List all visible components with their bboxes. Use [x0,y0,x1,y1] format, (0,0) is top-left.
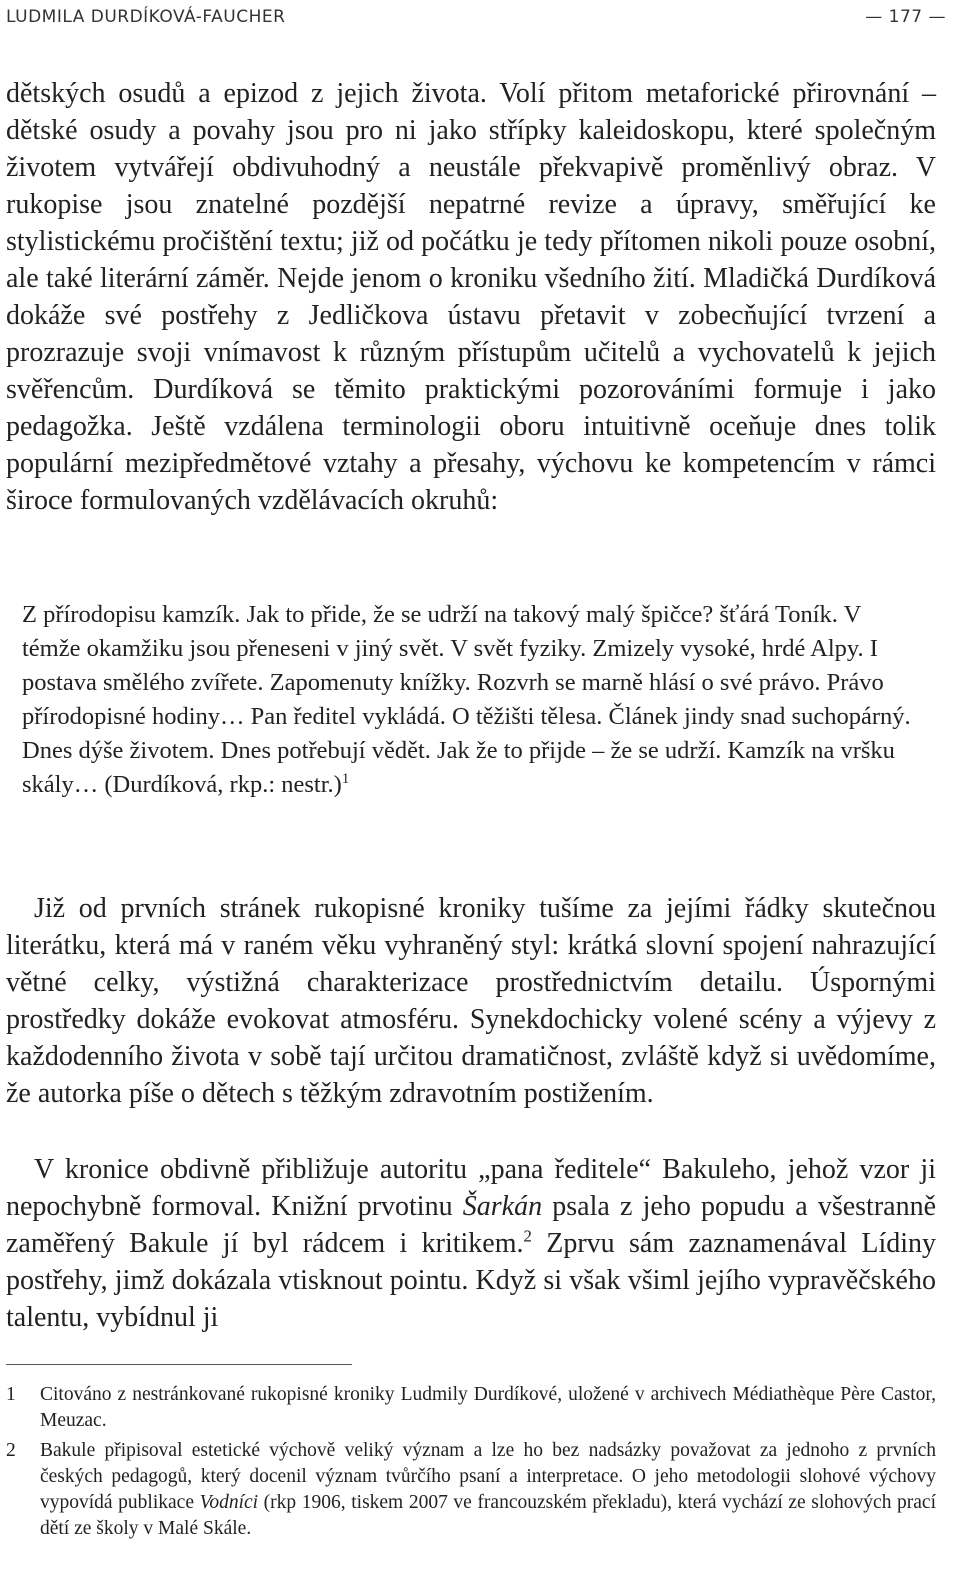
footnote-text [40,1438,936,1542]
paragraph-3-part-2: psala z jeho popudu a všestranně zaměřený Bakule jí byl rádcem i kritikem. [6,1191,936,1259]
paragraph-3-part-3: Zprvu sám zaznamenával Lídiny postřehy, jimž dokázala vtisknout pointu. Když si však všiml jejího vypravěčského talentu, vybídnul ji [6,1228,936,1333]
footnotes [6,1382,936,1546]
paragraph-3 [6,1151,936,1336]
paragraph-2: Již od prvních stránek rukopisné kroniky tušíme za jejími řádky skutečnou literátku, která má v raném věku vyhraněný styl: krátká slovní spojení nahrazující větné celky, výstižná charakterizace prostřednictvím detailu. Úspornými prostředky dokáže evokovat atmosféru. Synekdochicky volené scény a výjevy z každodenního života v sobě tají určitou dramatičnost, zvláště když si uvědomíme, že autorka píše o dětech s těžkým zdravotním postižením. [6,893,936,1109]
running-header-author: LUDMILA DURDÍKOVÁ-FAUCHER [6,7,286,27]
footnote-number: 1 [6,1384,16,1405]
page-number: — 177 — [865,7,946,27]
block-quote-text: Z přírodopisu kamzík. Jak to přide, že se udrží na takový malý špičce? šťárá Toník. V témže okamžiku jsou přeneseni v jiný svět. V svět fyziky. Zmizely vysoké, hrdé Alpy. I postava smělého zvířete. Zapomenuty knížky. Rozvrh se marně hlásí o své právo. Právo přírodopisné hodiny… Pan ředitel vykládá. O těžišti tělesa. Článek jindy snad suchopárný. Dnes dýše životem. Dnes potřebují vědět. Jak že to přijde – že se udrží. Kamzík na vršku skály… (Durdíková, rkp.: nestr.) [22,601,911,798]
footnote-text-b: (rkp 1906, tiskem 2007 ve francouzském překladu), která vychází ze slohových prací dětí ze školy v Malé Skále. [40,1492,937,1539]
paragraph-3-part-1: V kronice obdivně přibližuje autoritu „pana ředitele“ Bakuleho, jehož vzor ji nepochybně formoval. Knižní prvotinu [6,1154,936,1222]
footnote-1 [6,1382,936,1434]
block-quote [22,598,922,802]
footnote-separator [6,1364,352,1365]
footnote-text-a: Bakule připisoval estetické výchově veliký význam a lze ho bez nadsázky považovat za jednoho z prvních českých pedagogů, který docenil význam tvůrčího psaní a interpretace. O jeho metodologii slohové výchovy vypovídá publikace [40,1440,936,1513]
footnote-ref-2[interactable]: 2 [523,1226,532,1246]
footnote-text: Citováno z nestránkované rukopisné kroniky Ludmily Durdíkové, uložené v archivech Médiathèque Père Castor, Meuzac. [40,1384,936,1431]
book-title-sarkan: Šarkán [462,1191,543,1222]
footnote-2 [6,1438,936,1542]
footnote-ref-1[interactable]: 1 [341,770,350,787]
footnote-number: 2 [6,1440,16,1461]
book-title-vodnici: Vodníci [199,1492,259,1513]
paragraph-1: dětských osudů a epizod z jejich života. Volí přitom metaforické přirovnání – dětské osudy a povahy jsou pro ni jako střípky kaleidoskopu, které společným životem vytvářejí obdivuhodný a neustále překvapivě proměnlivý obraz. V rukopise jsou znatelné pozdější nepatrné revize a úpravy, směřující ke stylistickému pročištění textu; již od počátku je tedy přítomen nikoli pouze osobní, ale také literární záměr. Nejde jenom o kroniku všedního žití. Mladičká Durdíková dokáže své postřehy z Jedličkova ústavu přetavit v zobecňující tvrzení a prozrazuje svoji vnímavost k různým přístupům učitelů a vychovatelů k jejich svěřencům. Durdíková se těmito praktickými pozorováními formuje i jako pedagožka. Ještě vzdálena terminologii oboru intuitivně oceňuje dnes tolik populární mezipředmětové vztahy a přesahy, výchovu ke kompetencím v rámci široce formulovaných vzdělávacích okruhů: [6,78,936,516]
running-header [6,4,946,30]
